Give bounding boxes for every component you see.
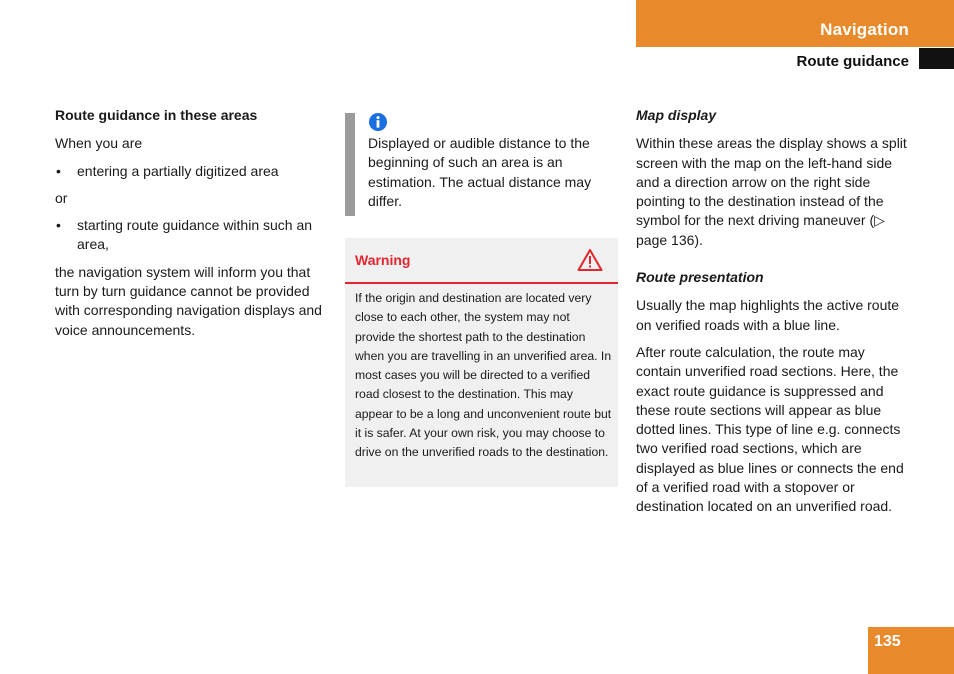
- section-subtitle: Route guidance: [796, 53, 909, 70]
- header-marker: [919, 48, 954, 69]
- map-display-text: Within these areas the display shows a split screen with the map on the left-hand side and a direction arrow on the right side pointing to the destination instead of the symbol for the next driving maneuver (▷ page 136).: [636, 135, 907, 248]
- right-column: [636, 106, 911, 525]
- map-display-heading: Map display: [636, 107, 717, 123]
- left-heading: Route guidance in these areas: [55, 107, 258, 123]
- warning-header: [345, 238, 618, 284]
- warning-text: If the origin and destination are located very close to each other, the system may not provide the shortest path to the destination when you are travelling in an unverified area. In most cases you will be directed to a verified road closest to the destination. This may appear to be a long and unconvenient route but it is safer. At your own risk, you may choose to drive on the unverified roads to the destination.: [355, 291, 612, 460]
- list-item: • entering a partially digitized area: [55, 162, 327, 181]
- conclusion-text: the navigation system will inform you that turn by turn guidance cannot be provided with corresponding navigation displays and voice announcements.: [55, 263, 322, 338]
- page-number: 135: [874, 633, 901, 650]
- section-title: Navigation: [820, 20, 909, 39]
- warning-title: Warning: [355, 252, 411, 268]
- info-icon: [369, 113, 387, 131]
- warning-triangle-icon: [577, 248, 603, 272]
- info-bar: [345, 113, 355, 216]
- warning-box: [345, 238, 618, 487]
- route-presentation-heading: Route presentation: [636, 269, 764, 286]
- info-text: Displayed or audible distance to the beginning of such an area is an estimation. The actual distance may differ.: [368, 135, 592, 209]
- bullet-list-2: [55, 216, 327, 255]
- intro-text: When you are: [55, 135, 143, 152]
- route-calculation-text: After route calculation, the route may contain unverified road sections. Here, the exact route guidance is suppressed and these route sections will appear as blue dotted lines. This type of line e.g. connects two verified road sections, which are displayed as blue lines or connects the end of a verified road with a stopover or destination located on an unverified road.: [636, 343, 904, 515]
- bullet-list-1: [55, 162, 327, 181]
- route-presentation-text: Usually the map highlights the active route on verified roads with a blue line.: [636, 297, 900, 333]
- connector-text: or: [55, 189, 68, 206]
- left-column: [55, 106, 327, 348]
- list-item: • starting route guidance within such an area,: [55, 216, 327, 255]
- page-number-tab: [868, 627, 954, 674]
- info-note: [345, 113, 618, 216]
